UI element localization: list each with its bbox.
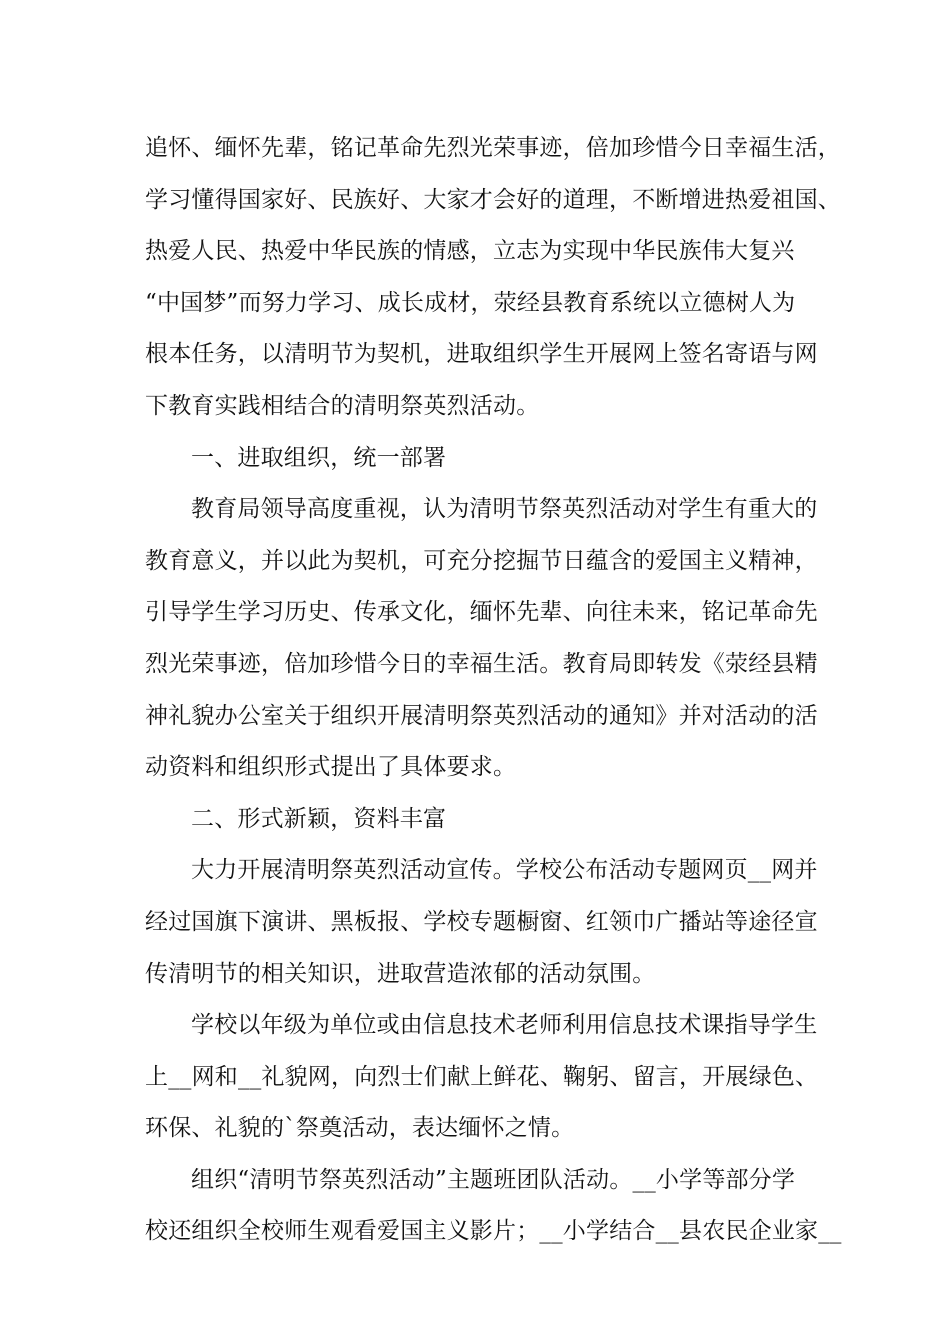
text-line: 动资料和组织形式提出了具体要求。 <box>145 754 517 781</box>
text-line: 追怀、缅怀先辈，铭记革命先烈光荣事迹，倍加珍惜今日幸福生活， <box>145 135 841 161</box>
text-line: 根本任务，以清明节为契机，进取组织学生开展网上签名寄语与网 <box>145 341 818 368</box>
text-line: 教育意义，并以此为契机，可充分挖掘节日蕴含的爱国主义精神， <box>145 547 818 574</box>
text-line: 校还组织全校师生观看爱国主义影片；__小学结合__县农民企业家__ <box>145 1218 842 1245</box>
text-line: 经过国旗下演讲、黑板报、学校专题橱窗、红领巾广播站等途径宣 <box>145 908 818 935</box>
text-line: 热爱人民、热爱中华民族的情感，立志为实现中华民族伟大复兴 <box>145 238 795 265</box>
text-line: “中国梦”而努力学习、成长成材，荥经县教育系统以立德树人为 <box>145 289 796 316</box>
text-line: 引导学生学习历史、传承文化，缅怀先辈、向往未来，铭记革命先 <box>145 599 818 626</box>
text-line: 学习懂得国家好、民族好、大家才会好的道理，不断增进热爱祖国、 <box>145 186 841 213</box>
text-line: 神礼貌办公室关于组织开展清明祭英烈活动的通知》并对活动的活 <box>145 702 818 729</box>
text-line: 一、进取组织，统一部署 <box>191 444 447 471</box>
text-line: 烈光荣事迹，倍加珍惜今日的幸福生活。教育局即转发《荥经县精 <box>145 650 818 677</box>
text-line: 学校以年级为单位或由信息技术老师利用信息技术课指导学生 <box>191 1012 818 1039</box>
text-line: 组织“清明节祭英烈活动”主题班团队活动。__小学等部分学 <box>191 1166 796 1193</box>
text-line: 上__网和__礼貌网，向烈士们献上鲜花、鞠躬、留言，开展绿色、 <box>145 1063 819 1090</box>
text-line: 传清明节的相关知识，进取营造浓郁的活动氛围。 <box>145 960 656 987</box>
text-line: 教育局领导高度重视，认为清明节祭英烈活动对学生有重大的 <box>191 496 818 523</box>
text-line: 下教育实践相结合的清明祭英烈活动。 <box>145 392 540 419</box>
text-line: 环保、礼貌的`祭奠活动，表达缅怀之情。 <box>145 1115 575 1142</box>
text-line: 大力开展清明祭英烈活动宣传。学校公布活动专题网页__网并 <box>191 857 818 884</box>
text-line: 二、形式新颖，资料丰富 <box>191 805 447 832</box>
document-body <box>145 123 842 1258</box>
